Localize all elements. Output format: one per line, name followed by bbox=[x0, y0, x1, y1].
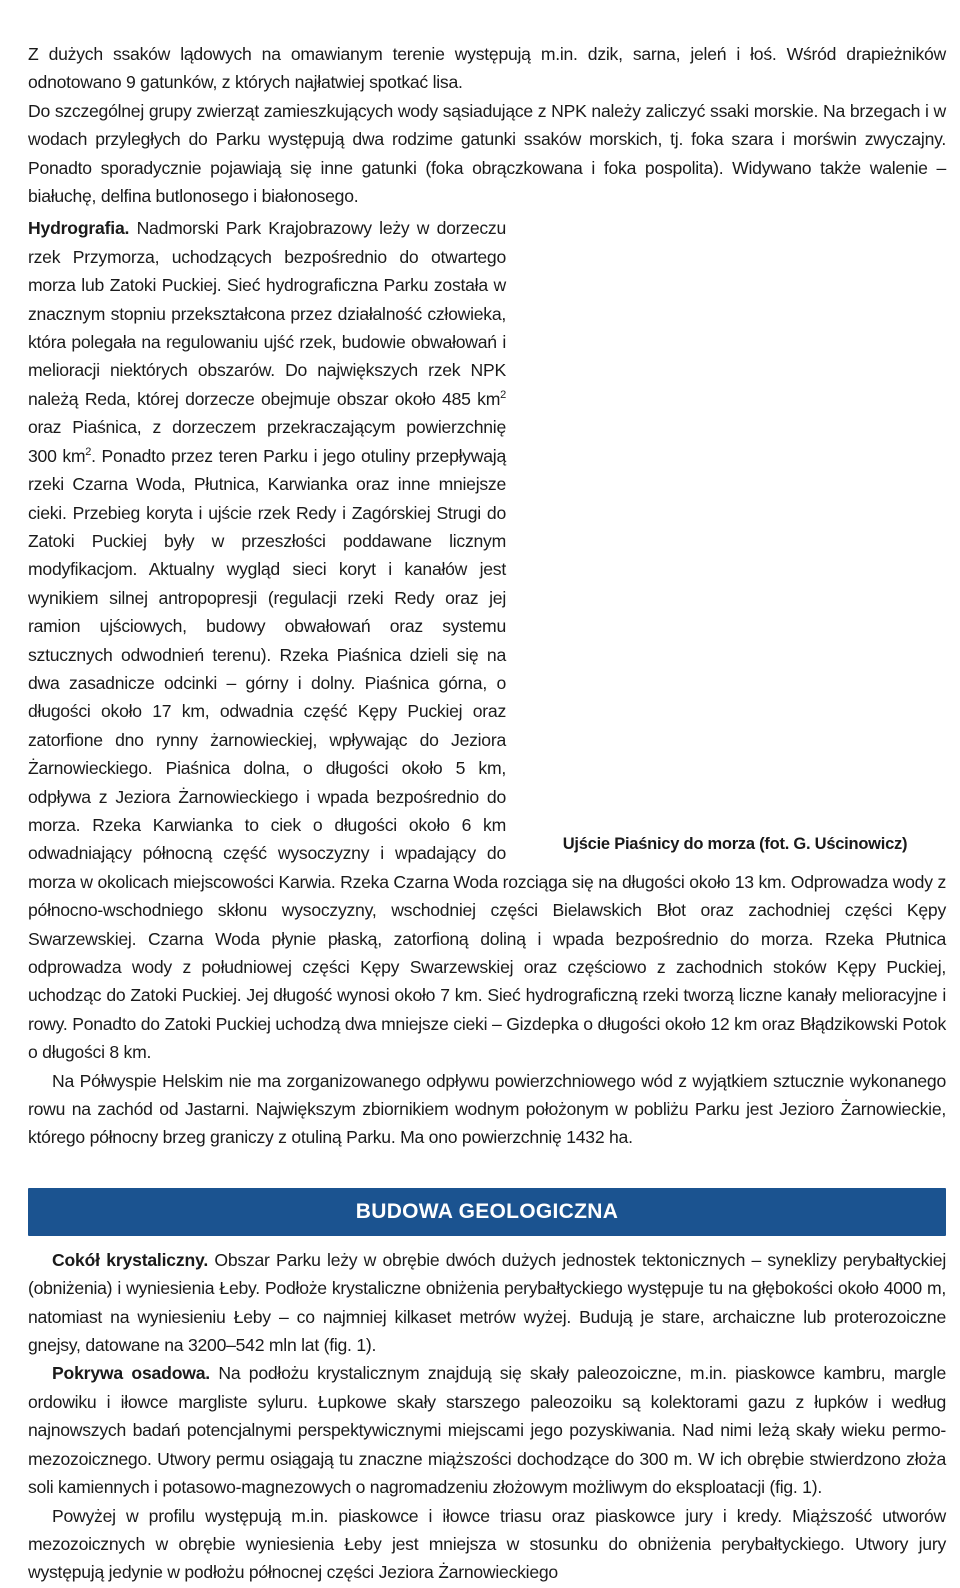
paragraph-hel-peninsula: Na Półwyspie Helskim nie ma zorganizowanego odpływu powierzchniowego wód z wyjątkiem sztucznie wykonanego rowu na zachód od Jastarni. Największym zbiornikiem wodnym położonym w pobliżu Parku jest Jezioro Żarnowieckie, którego północny brzeg graniczy z otuliną Parku. Ma ono powierzchnię 1432 ha. bbox=[28, 1070, 946, 1148]
unit-superscript-2: 2 bbox=[85, 445, 92, 458]
sedimentary-text: Na podłożu krystalicznym znajdują się skały paleozoiczne, m.in. piaskowce kambru, margle ordowiku i iłowce margliste syluru. Łupkowe skały starszego paleozoiku są kolektorami gazu z łupków i według najnowszych badań potencjalnymi perspektywicznymi miejscami jego pozyskiwania. Nad nimi leżą skały wieku permo-mezozoicznego. Utwory permu osiągają tu znaczne miąższości dochodzące do 300 m. W ich obrębie stwierdzono złoża soli kamiennych i potasowo-magnezowych o nagromadzeniu złożowym możliwym do eksploatacji (fig. 1). bbox=[28, 1363, 946, 1498]
hydrography-text-1: Nadmorski Park Krajobrazowy leży w dorzeczu rzek Przymorza, uchodzących bezpośrednio do otwartego morza lub Zatoki Puckiej. Sieć hydrograficzna Parku została w znacznym stopniu przekształcona przez działalność człowieka, która polegała na regulowaniu ujść rzek, budowie obwałowań i melioracji niektórych obszarów. Do największych rzek NPK należą Reda, której dorzecze obejmuje obszar około 485 km bbox=[28, 218, 506, 409]
sedimentary-heading: Pokrywa osadowa. bbox=[52, 1363, 210, 1384]
crystalline-text: Obszar Parku leży w obrębie dwóch dużych jednostek tektonicznych – syneklizy perybałtyckiej (obniżenia) i wyniesienia Łeby. Podłoże krystaliczne obniżenia perybałtyckiego występuje tu na głębokości około 4000 m, natomiast na wyniesieniu Łeby – co najmniej kilkaset metrów wyżej. Budują je stare, archaiczne lub proterozoiczne gnejsy, datowane na 3200–542 mln lat (fig. 1). bbox=[28, 1249, 947, 1356]
hydrography-text-3: . Ponadto przez teren Parku i jego otuliny przepływają rzeki Czarna Woda, Płutnica, Karwianka oraz inne mniejsze cieki. Przebieg koryta i ujście rzek Redy i Zagórskiej Strugi do Zatoki Puckiej były w przeszłości poddawane licznym modyfikacjom. Aktualny wygląd sieci koryt i kanałów jest wynikiem silnej antropopresji (regulacji rzeki Redy oraz jej ramion ujściowych, budowy obwałowań oraz systemu sztucznych odwodnień terenu). Rzeka Piaśnica dzieli się na dwa zasadnicze odcinki – górny i dolny. Piaśnica górna, o długości około 17 km, odwadnia część Kępy Puckiej oraz zatorfione dno rynny żarnowieckiej, wpływając do Jeziora Żarnowieckiego. Piaśnica dolna, o długości około 5 km, odpływa z Jeziora Żarnowieckiego i wpada bezpośrednio do morza. Rzeka Karwianka to ciek o długości około 6 km odwadniający północną część wysoczyzny i wpadający do morza w okolicach miejscowości Karwia. Rzeka Czarna Woda rozciąga się na długości około 13 km. Odprowadza wody z północno-wschodniego skłonu wysoczyzny, wschodniej części Bielawskich Błot oraz zachodniej części Kępy Swarzewskiej. Czarna Woda płynie płaską, zatorfioną doliną i wpada bezpośrednio do morza. Rzeka Płutnica odprowadza wody z południowej części Kępy Swarzewskiej oraz częściowo z zachodnich stoków Kępy Puckiej, uchodząc do Zatoki Puckiej. Jej długość wynosi około 7 km. Sieć hydrograficzną rzeki tworzą liczne kanały melioracyjne i rowy. Ponadto do Zatoki Puckiej uchodzą dwa mniejsze cieki – Gizdepka o długości około 12 km oraz Błądzikowski Potok o długości 8 km. bbox=[28, 445, 946, 1063]
crystalline-heading: Cokół krystaliczny. bbox=[52, 1249, 209, 1270]
paragraph-mesozoic: Powyżej w profilu występują m.in. piaskowce i iłowce triasu oraz piaskowce jury i kredy. Miąższość utworów mezozoicznych w obrębie wyniesienia Łeby jest mniejsza w stosunku do obniżenia perybałtyckiego. Utwory jury występują jedynie w podłożu północnej części Jeziora Żarnowieckiego bbox=[28, 1505, 946, 1583]
paragraph-crystalline-base bbox=[28, 1246, 946, 1360]
paragraph-hydrography bbox=[28, 214, 946, 1066]
paragraph-sedimentary-cover bbox=[28, 1359, 946, 1501]
photo-placeholder bbox=[524, 220, 946, 862]
section-title: BUDOWA GEOLOGICZNA bbox=[355, 1199, 619, 1223]
section-banner bbox=[28, 1188, 946, 1236]
geology-section bbox=[28, 1246, 946, 1587]
page-content bbox=[28, 40, 946, 1587]
paragraph-land-mammals: Z dużych ssaków lądowych na omawianym terenie występują m.in. dzik, sarna, jeleń i łoś. Wśród drapieżników odnotowano 9 gatunków, z których najłatwiej spotkać lisa. bbox=[28, 44, 946, 93]
unit-superscript-1: 2 bbox=[500, 388, 506, 401]
hydrography-heading: Hydrografia. bbox=[28, 218, 130, 239]
photo-caption: Ujście Piaśnicy do morza (fot. G. Uścinowicz) bbox=[562, 835, 908, 854]
hydrography-text-2: oraz Piaśnica, z dorzeczem przekraczającym powierzchnię 300 km bbox=[28, 417, 506, 466]
paragraph-marine-mammals: Do szczególnej grupy zwierząt zamieszkujących wody sąsiadujące z NPK należy zaliczyć ssaki morskie. Na brzegach i w wodach przyległych do Parku występują dwa rodzime gatunki ssaków morskich, tj. foka szara i morświn zwyczajny. Ponadto sporadycznie pojawiają się inne gatunki (foka obrączkowana i foka pospolita). Widywano także walenie – białuchę, delfina butlonosego i białonosego. bbox=[28, 100, 946, 207]
